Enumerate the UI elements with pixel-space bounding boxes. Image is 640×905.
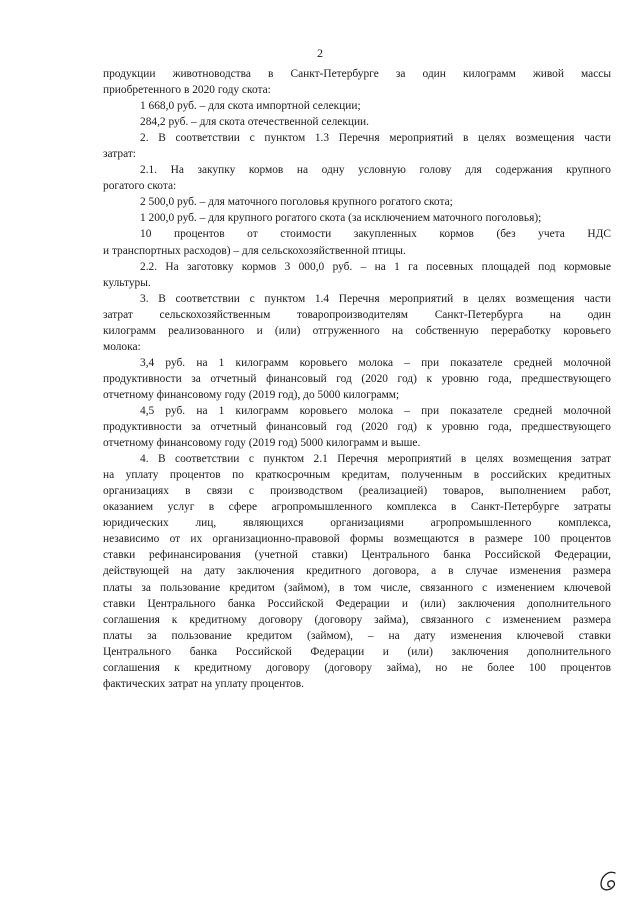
- text-line: организациях в связи с производством (реализацией) товаров, выполнением работ,: [103, 485, 611, 498]
- text-line: продуктивности за отчетный финансовый год (2020 год) к уровню года, предшествующего: [103, 421, 611, 434]
- text-line: ставки рефинансирования (учетной ставки) Центрального банка Российской Федерации,: [103, 549, 611, 562]
- text-line: юридических лиц, являющихся организациями агропромышленного комплекса,: [103, 517, 611, 530]
- text-line: и транспортных расходов) – для сельскохозяйственной птицы.: [103, 244, 406, 257]
- text-line: молока:: [103, 340, 141, 353]
- text-line: 2. В соответствии с пунктом 1.3 Перечня мероприятий в целях возмещения части: [140, 132, 611, 145]
- text-line: килограмм реализованного и (или) отгруженного на собственную переработку коровьего: [103, 324, 611, 337]
- text-line: 10 процентов от стоимости закупленных кормов (без учета НДС: [140, 228, 611, 241]
- page-number: 2: [317, 46, 323, 60]
- text-line: оказанием услуг в сфере агропромышленного комплекса в Санкт-Петербурге затраты: [103, 501, 611, 514]
- text-line: соглашения к кредитному договору (договору займа), связанного с изменением размера: [103, 613, 611, 626]
- handwritten-initial-mark: [597, 868, 621, 894]
- text-line: действующей на дату заключения кредитного договора, а в случае изменения размера: [103, 565, 611, 578]
- text-line: 3,4 руб. на 1 килограмм коровьего молока – при показателе средней молочной: [140, 356, 611, 369]
- text-line: фактических затрат на уплату процентов.: [103, 677, 304, 690]
- text-line: продуктивности за отчетный финансовый год (2020 год) к уровню года, предшествующего: [103, 372, 611, 385]
- text-line: 4. В соответствии с пунктом 2.1 Перечня мероприятий в целях возмещения затрат: [140, 453, 611, 466]
- text-line: соглашения к кредитному договору (договору займа), но не более 100 процентов: [103, 661, 611, 674]
- text-line: продукции животноводства в Санкт-Петербурге за один килограмм живой массы: [103, 68, 611, 80]
- text-line: 2 500,0 руб. – для маточного поголовья крупного рогатого скота;: [140, 196, 453, 209]
- text-line: 4,5 руб. на 1 килограмм коровьего молока – при показателе средней молочной: [140, 404, 611, 417]
- text-line: культуры.: [103, 276, 151, 289]
- text-line: отчетному финансовому году (2019 год) 5000 килограмм и выше.: [103, 437, 421, 450]
- text-line: Центрального банка Российской Федерации и (или) заключения дополнительного: [103, 645, 611, 658]
- text-line: платы за пользование кредитом (займом), – на дату изменения ключевой ставки: [103, 629, 611, 642]
- text-line: платы за пользование кредитом (займом), в том числе, связанного с изменением ключевой: [103, 581, 611, 594]
- text-line: 1 200,0 руб. – для крупного рогатого скота (за исключением маточного поголовья);: [140, 212, 542, 225]
- text-line: 3. В соответствии с пунктом 1.4 Перечня мероприятий в целях возмещения части: [140, 292, 611, 305]
- text-line: 1 668,0 руб. – для скота импортной селекции;: [140, 100, 361, 113]
- text-line: затрат:: [103, 148, 136, 161]
- text-line: независимо от их организационно-правовой формы возмещаются в размере 100 процентов: [103, 533, 611, 546]
- text-line: затрат сельскохозяйственным товаропроизводителям Санкт-Петербурга на один: [103, 308, 611, 321]
- text-line: ставки Центрального банка Российской Федерации и (или) заключения дополнительного: [103, 597, 611, 610]
- text-line: 2.2. На заготовку кормов 3 000,0 руб. – на 1 га посевных площадей под кормовые: [140, 260, 611, 273]
- document-body: [103, 66, 611, 692]
- text-line: рогатого скота:: [103, 180, 177, 193]
- text-line: приобретенного в 2020 году скота:: [103, 84, 271, 97]
- text-line: 2.1. На закупку кормов на одну условную голову для содержания крупного: [140, 164, 611, 177]
- text-line: на уплату процентов по краткосрочным кредитам, полученным в российских кредитных: [103, 469, 611, 482]
- text-line: 284,2 руб. – для скота отечественной селекции.: [140, 116, 369, 129]
- text-line: отчетному финансовому году (2019 год), до 5000 килограмм;: [103, 388, 400, 401]
